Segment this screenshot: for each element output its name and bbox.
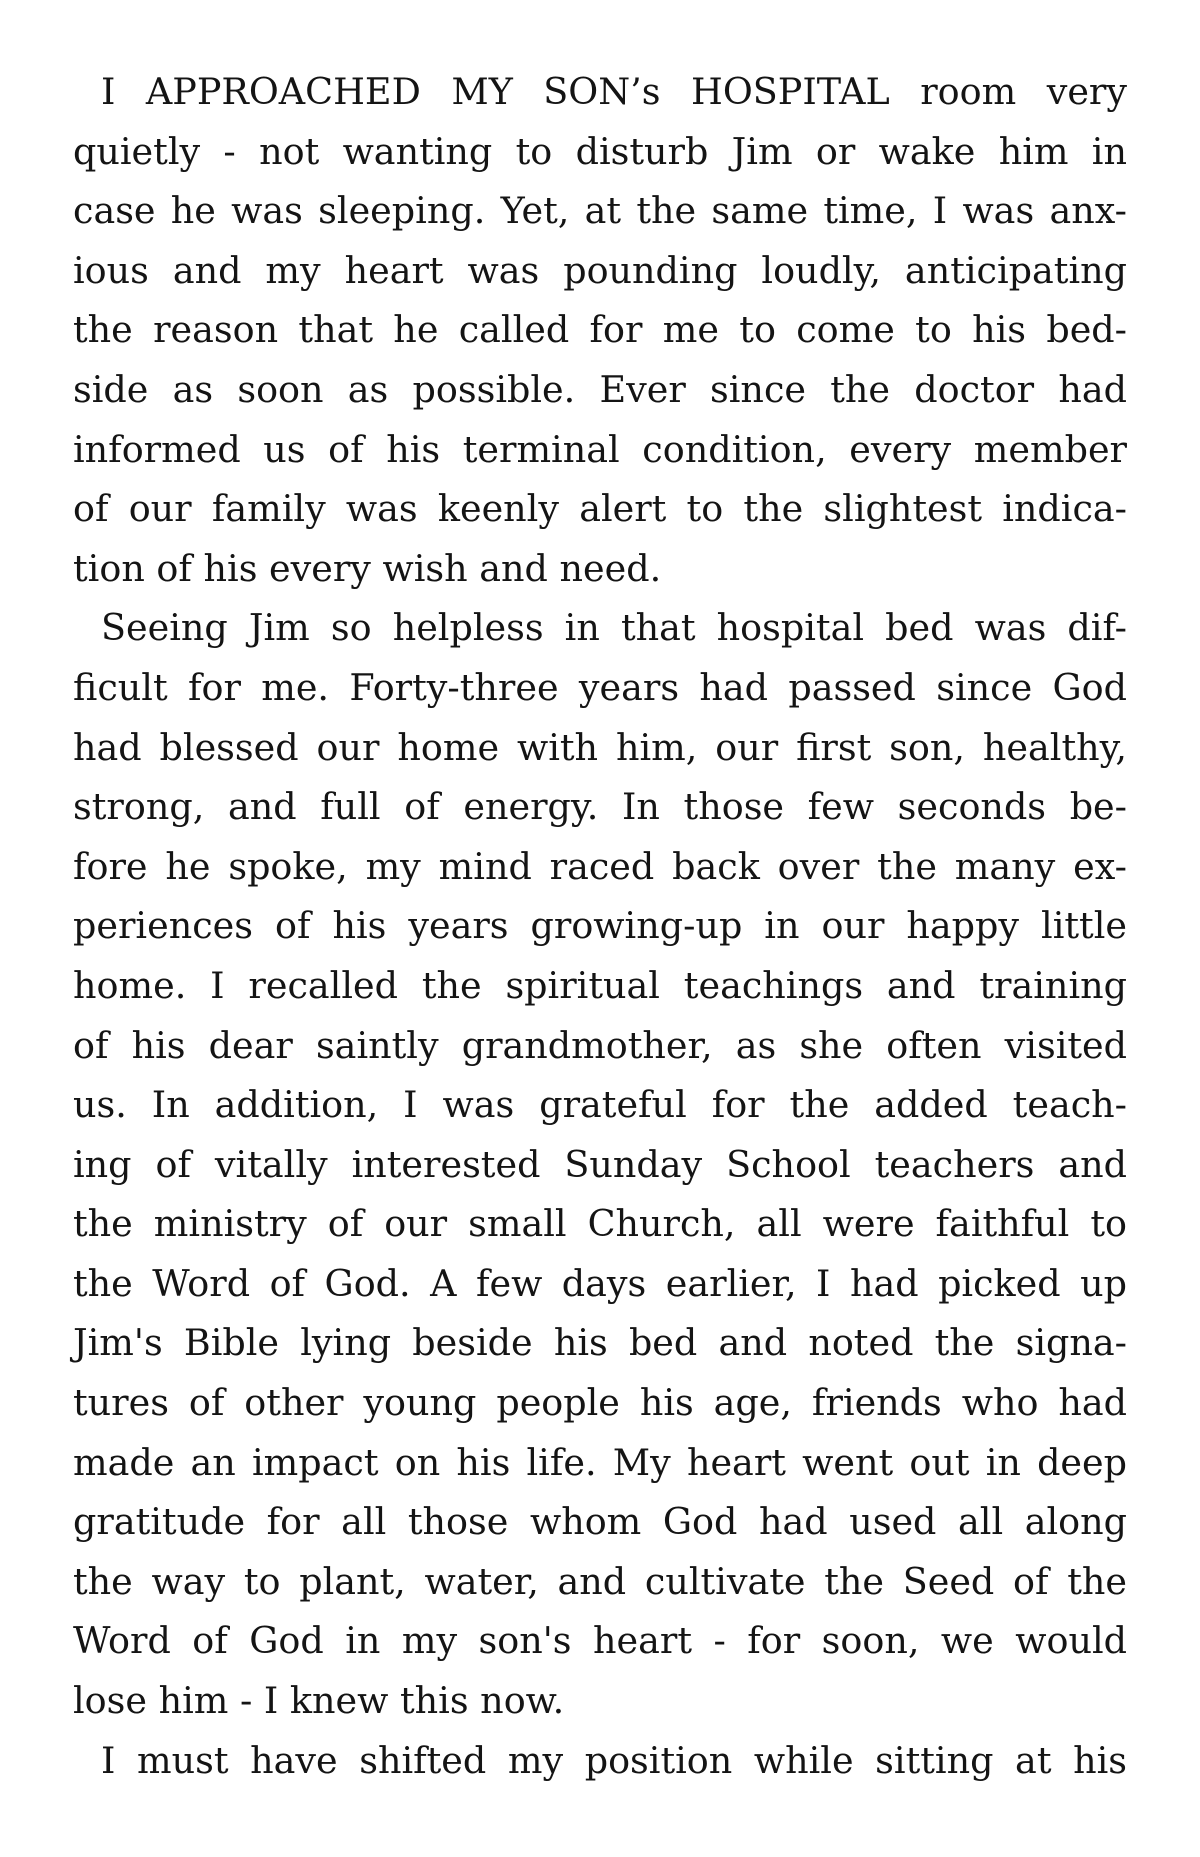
text-line: ious and my heart was pounding loudly, anticipating	[73, 248, 1127, 292]
text-line: tion of his every wish and need.	[73, 546, 662, 590]
text-line: Seeing Jim so helpless in that hospital bed was dif-	[101, 606, 1127, 650]
body-text	[73, 62, 1127, 1790]
text-line: made an impact on his life. My heart went out in deep	[73, 1440, 1127, 1484]
text-line: fore he spoke, my mind raced back over the many ex-	[73, 844, 1127, 888]
text-line: tures of other young people his age, friends who had	[73, 1381, 1127, 1425]
text-line: the reason that he called for me to come to his bed-	[73, 308, 1127, 352]
text-line: Jim's Bible lying beside his bed and noted the signa-	[73, 1321, 1127, 1365]
text-line: of his dear saintly grandmother, as she often visited	[73, 1023, 1127, 1067]
text-line: I APPROACHED MY SON’s HOSPITAL room very	[101, 70, 1127, 113]
text-line: Word of God in my son's heart - for soon, we would	[73, 1619, 1127, 1663]
text-line: I must have shifted my position while sitting at his	[101, 1738, 1127, 1782]
text-line: us. In addition, I was grateful for the added teach-	[73, 1083, 1127, 1127]
text-line: had blessed our home with him, our first son, healthy,	[73, 725, 1127, 769]
text-line: ing of vitally interested Sunday School teachers and	[73, 1142, 1127, 1186]
text-line: ficult for me. Forty-three years had passed since God	[73, 665, 1127, 709]
text-line: of our family was keenly alert to the slightest indica-	[73, 487, 1127, 531]
text-line: side as soon as possible. Ever since the doctor had	[73, 367, 1127, 411]
text-line: the ministry of our small Church, all were faithful to	[73, 1202, 1127, 1246]
text-line: informed us of his terminal condition, every member	[73, 427, 1127, 471]
text-line: the Word of God. A few days earlier, I had picked up	[73, 1261, 1127, 1305]
text-line: strong, and full of energy. In those few seconds be-	[73, 785, 1127, 829]
text-line: the way to plant, water, and cultivate the Seed of the	[73, 1559, 1127, 1603]
text-line: home. I recalled the spiritual teachings and training	[73, 963, 1127, 1007]
text-line: case he was sleeping. Yet, at the same time, I was anx-	[73, 189, 1127, 233]
text-line: quietly - not wanting to disturb Jim or wake him in	[73, 129, 1127, 173]
text-line: periences of his years growing-up in our happy little	[73, 904, 1127, 948]
text-line: gratitude for all those whom God had used all along	[73, 1500, 1127, 1544]
text-line: lose him - I knew this now.	[73, 1679, 565, 1723]
